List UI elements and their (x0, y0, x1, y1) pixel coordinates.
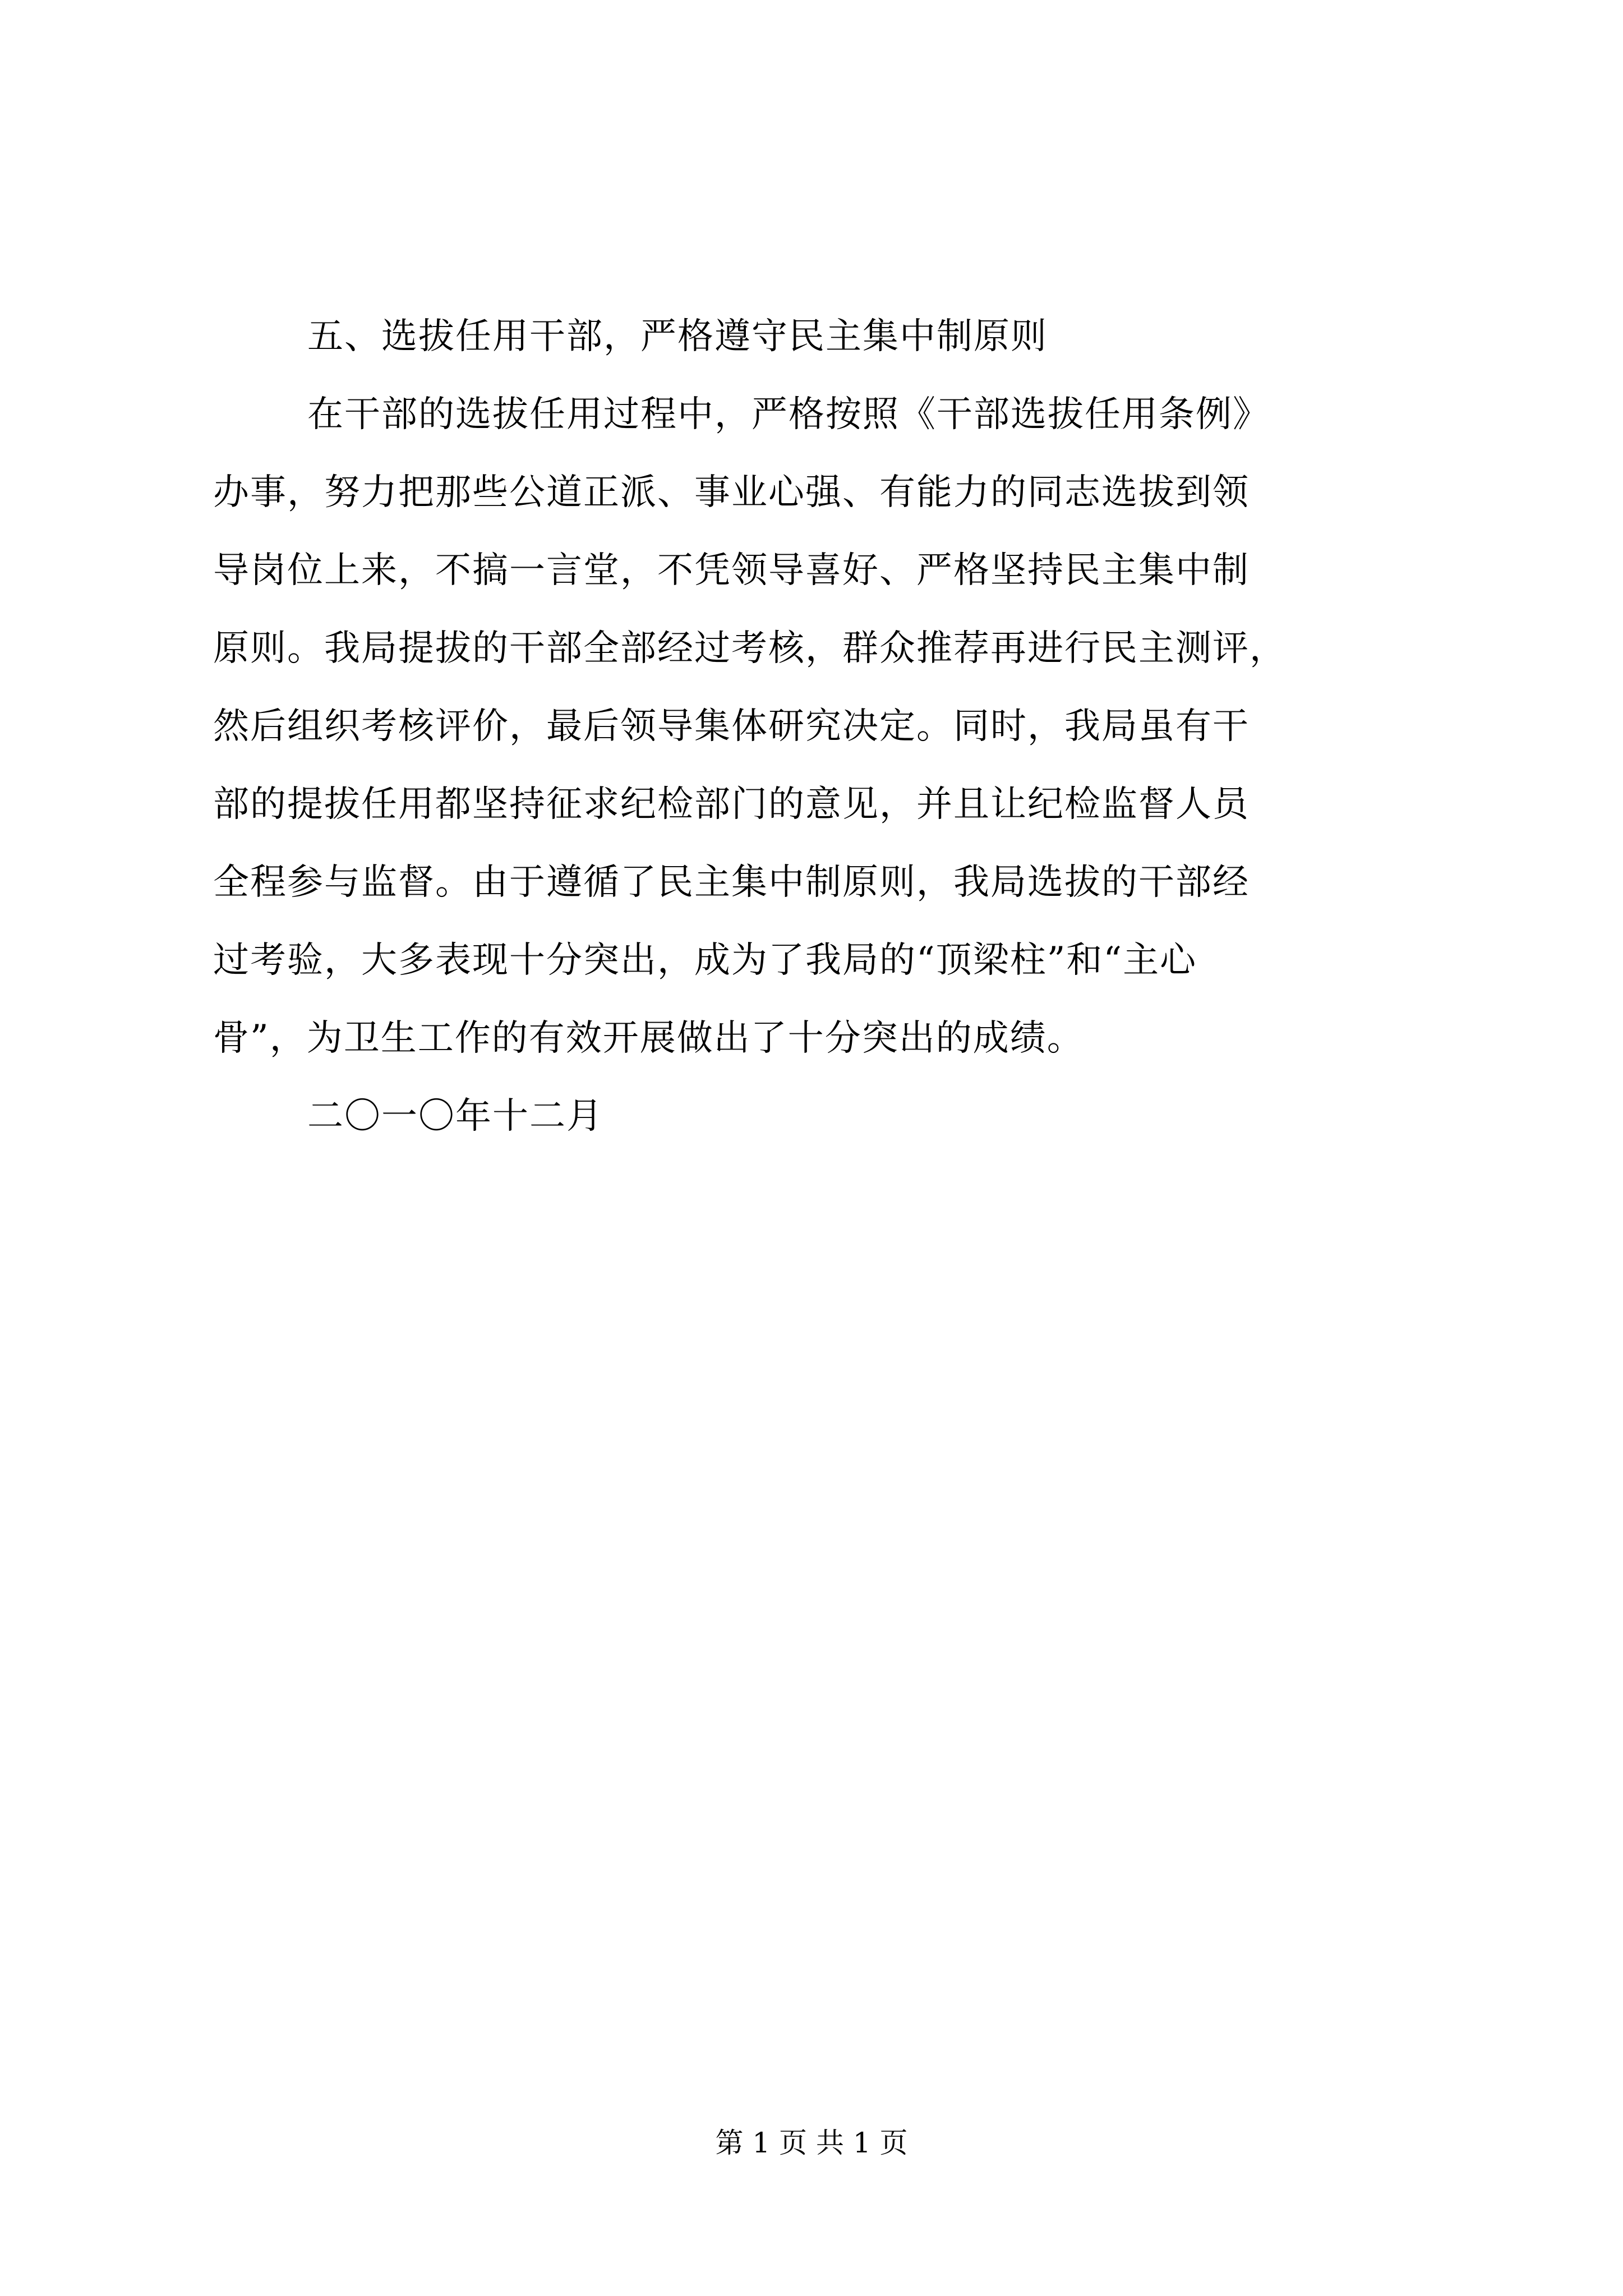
paragraph-line: 办事，努力把那些公道正派、事业心强、有能力的同志选拔到领 (213, 472, 1249, 513)
paragraph-line: 导岗位上来，不搞一言堂，不凭领导喜好、严格坚持民主集中制 (213, 550, 1249, 591)
document-date: 二〇一〇年十二月 (307, 1096, 603, 1137)
paragraph-line: 部的提拔任用都坚持征求纪检部门的意见，并且让纪检监督人员 (213, 784, 1249, 825)
paragraph-line: 全程参与监督。由于遵循了民主集中制原则，我局选拔的干部经 (213, 862, 1249, 903)
paragraph-line: 在干部的选拔任用过程中，严格按照《干部选拔任用条例》 (307, 394, 1270, 435)
paragraph-line: 原则。我局提拔的干部全部经过考核，群众推荐再进行民主测评， (213, 628, 1287, 669)
page-number-footer: 第 1 页 共 1 页 (715, 2127, 908, 2159)
section-heading: 五、选拔任用干部，严格遵守民主集中制原则 (307, 316, 1048, 357)
paragraph-line: 骨”，为卫生工作的有效开展做出了十分突出的成绩。 (213, 1018, 1084, 1059)
paragraph-line: 然后组织考核评价，最后领导集体研究决定。同时，我局虽有干 (213, 706, 1249, 747)
paragraph-line: 过考验，大多表现十分突出，成为了我局的“顶梁柱”和“主心 (213, 940, 1197, 981)
